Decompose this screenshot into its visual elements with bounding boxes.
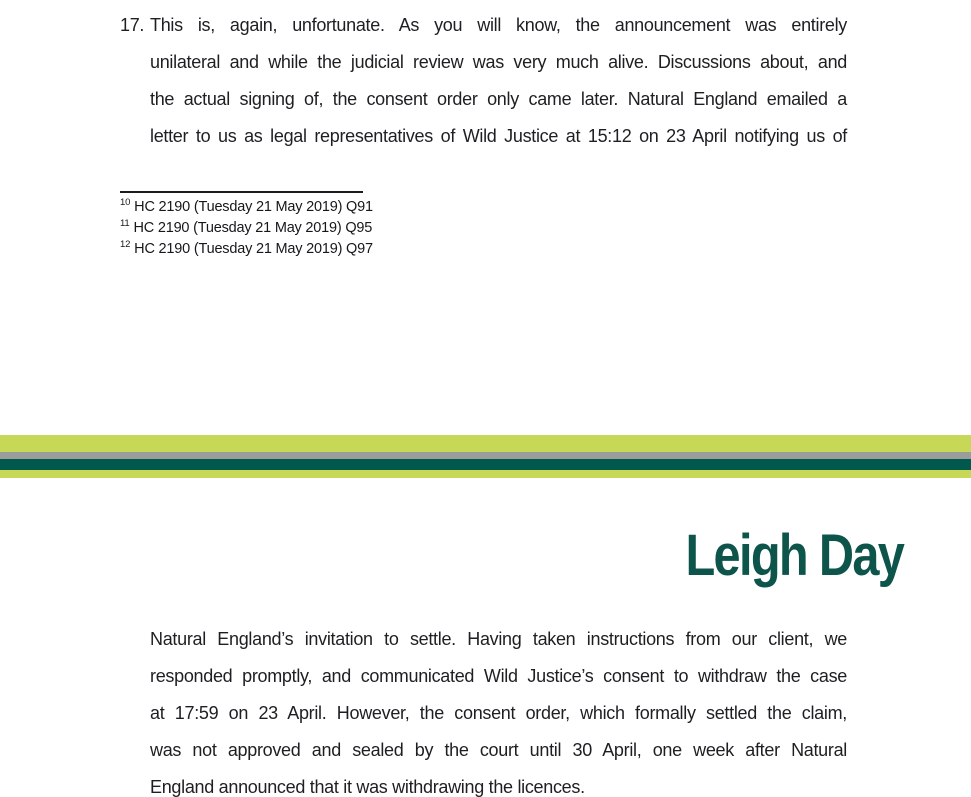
footnote-text: HC 2190 (Tuesday 21 May 2019) Q91 bbox=[134, 199, 373, 215]
text-line: This is, again, unfortunate. As you will know, the announcement was entirely bbox=[150, 15, 847, 35]
text-line: letter to us as legal representatives of Wild Justice at 15:12 on 23 April notifying us of bbox=[150, 126, 847, 146]
brand-stripe-teal bbox=[0, 459, 971, 470]
leigh-day-logo: Leigh Day bbox=[685, 523, 903, 588]
brand-stripe-gray bbox=[0, 452, 971, 459]
text-line: responded promptly, and communicated Wild Justice’s consent to withdraw the case bbox=[150, 666, 847, 686]
paragraph-17-number: 17. bbox=[120, 15, 145, 35]
text-line: Natural England’s invitation to settle. Having taken instructions from our client, we bbox=[150, 629, 847, 649]
brand-stripe-lime-bottom bbox=[0, 470, 971, 478]
footnote bbox=[120, 218, 620, 239]
text-line: the actual signing of, the consent order only came later. Natural England emailed a bbox=[150, 89, 847, 109]
paragraph-17 bbox=[120, 7, 847, 155]
footnote-text: HC 2190 (Tuesday 21 May 2019) Q95 bbox=[133, 220, 373, 236]
text-line: at 17:59 on 23 April. However, the consent order, which formally settled the claim, bbox=[150, 703, 847, 723]
paragraph-17-continuation bbox=[150, 621, 847, 797]
brand-stripe-lime-top bbox=[0, 435, 971, 452]
text-line: England announced that it was withdrawing the licences. bbox=[150, 777, 585, 797]
footnote bbox=[120, 197, 620, 218]
footnotes-block bbox=[120, 197, 620, 260]
footnote-text: HC 2190 (Tuesday 21 May 2019) Q97 bbox=[134, 241, 373, 257]
footnote-marker: 10 bbox=[120, 197, 131, 209]
text-line: unilateral and while the judicial review was very much alive. Discussions about, and bbox=[150, 52, 847, 72]
footnote-marker: 12 bbox=[120, 239, 131, 251]
text-line: was not approved and sealed by the court until 30 April, one week after Natural bbox=[150, 740, 847, 760]
footnote-marker: 11 bbox=[120, 218, 130, 230]
footnote-separator-rule bbox=[120, 191, 363, 193]
footnote bbox=[120, 239, 620, 260]
